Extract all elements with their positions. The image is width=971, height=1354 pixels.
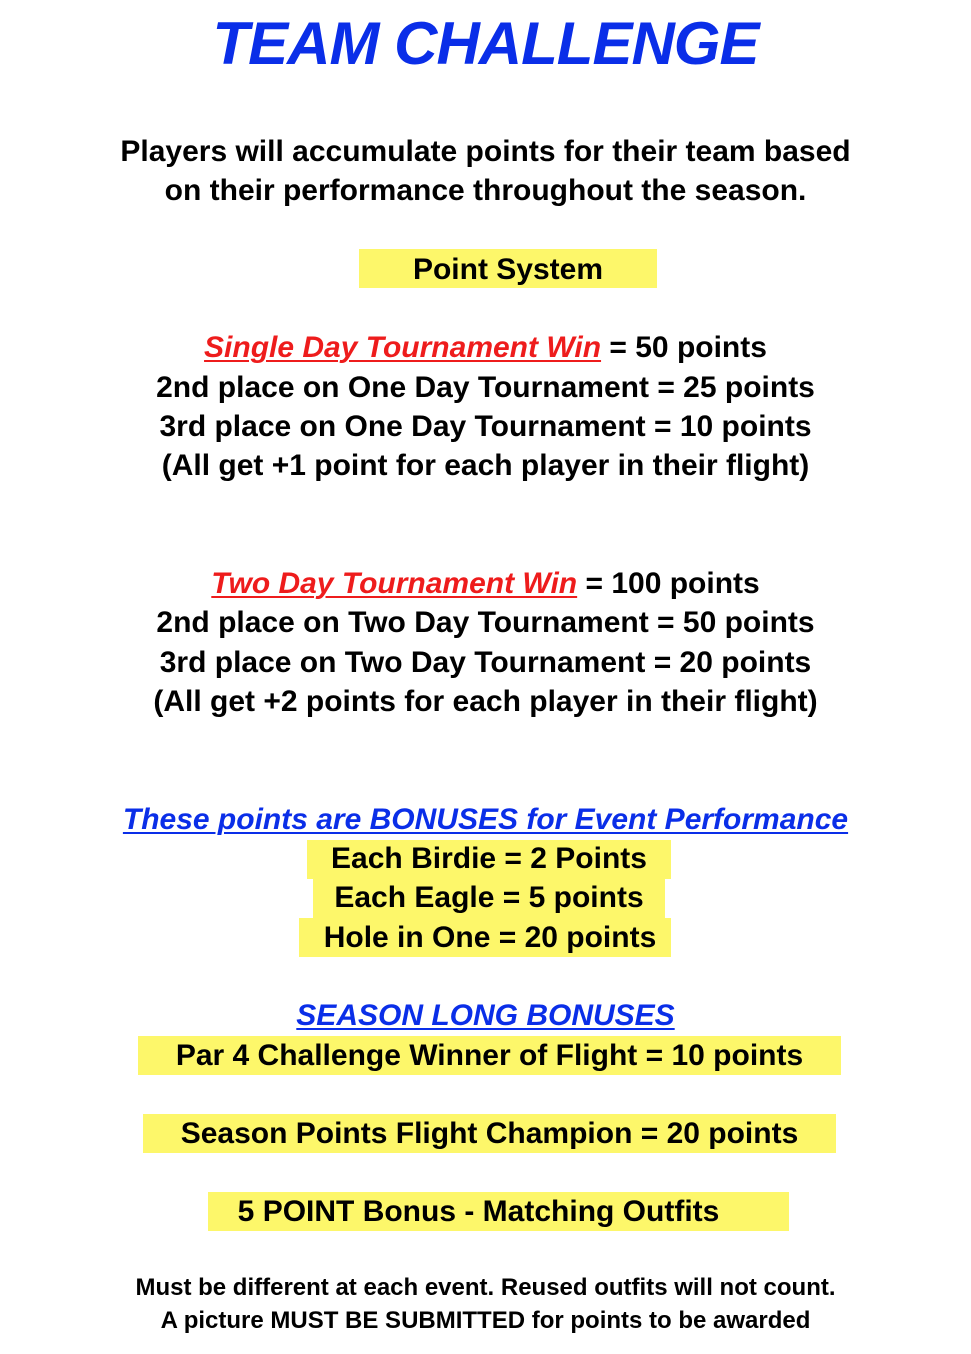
single-day-note: (All get +1 point for each player in their flight) (161, 449, 810, 482)
event-bonuses-heading-row (0, 800, 971, 839)
point-system-heading: Point System (412, 253, 604, 286)
two-day-second: 2nd place on Two Day Tournament = 50 points (156, 606, 815, 639)
intro-line-2: on their performance throughout the season. (164, 174, 807, 207)
two-day-win-link[interactable]: Two Day Tournament Win (211, 567, 578, 600)
single-day-second: 2nd place on One Day Tournament = 25 points (156, 371, 815, 404)
event-bonuses-heading[interactable]: These points are BONUSES for Event Performance (122, 803, 849, 836)
footer-line-2: A picture MUST BE SUBMITTED for points to be awarded (160, 1307, 811, 1334)
single-day-win-link[interactable]: Single Day Tournament Win (204, 331, 602, 364)
season-bonuses-heading-row (0, 996, 971, 1035)
eagle-bonus: Each Eagle = 5 points (334, 881, 644, 914)
hole-in-one-bonus: Hole in One = 20 points (323, 921, 657, 954)
outfits-bonus: 5 POINT Bonus - Matching Outfits (237, 1195, 720, 1228)
footer-line-1: Must be different at each event. Reused outfits will not count. (135, 1274, 836, 1301)
two-day-note: (All get +2 points for each player in their flight) (153, 685, 818, 718)
single-day-win-value: = 50 points (609, 331, 767, 364)
champion-bonus: Season Points Flight Champion = 20 points (180, 1117, 799, 1150)
two-day-third: 3rd place on Two Day Tournament = 20 points (159, 646, 812, 679)
single-day-third: 3rd place on One Day Tournament = 10 points (159, 410, 812, 443)
season-bonuses-heading[interactable]: SEASON LONG BONUSES (296, 999, 675, 1032)
two-day-win-row (0, 564, 971, 603)
page-title: TEAM CHALLENGE (212, 10, 759, 77)
two-day-win-value: = 100 points (585, 567, 760, 600)
par4-bonus: Par 4 Challenge Winner of Flight = 10 points (175, 1039, 804, 1072)
birdie-bonus: Each Birdie = 2 Points (331, 842, 647, 875)
single-day-win-row (0, 328, 971, 367)
intro-line-1: Players will accumulate points for their team based (120, 135, 851, 168)
